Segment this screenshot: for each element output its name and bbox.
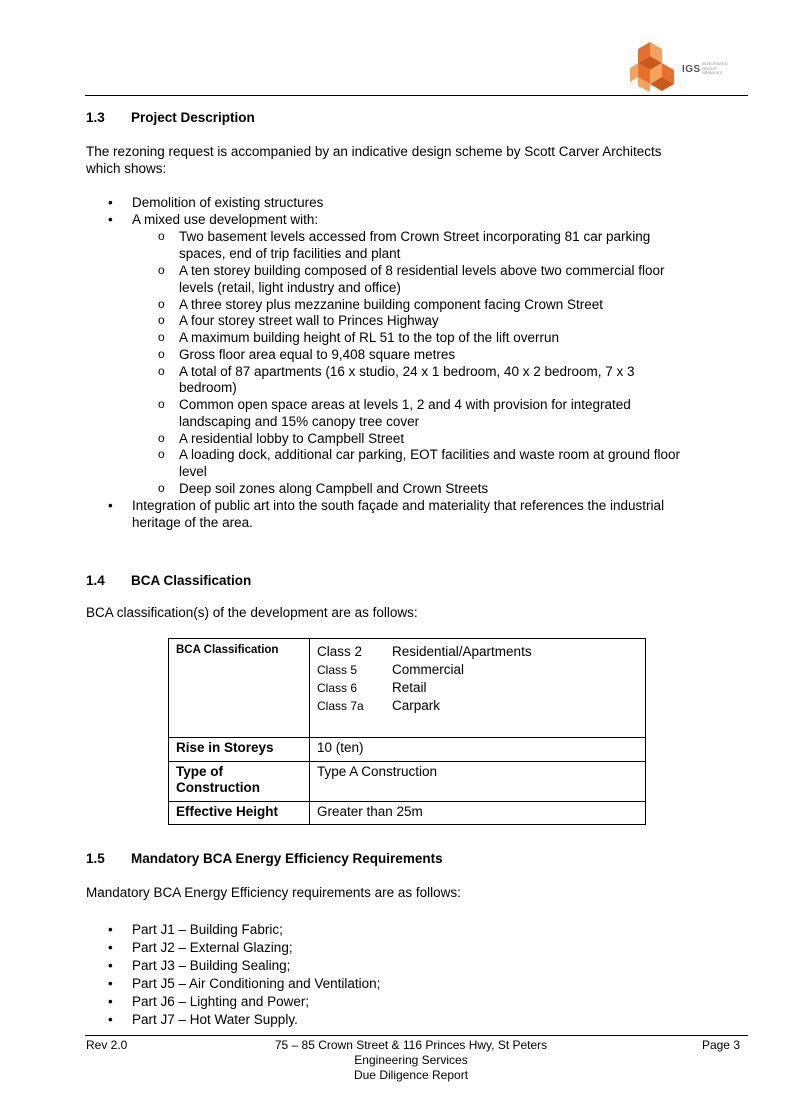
bullet-text: Part J3 – Building Sealing;	[132, 958, 291, 973]
bullet-glyph: •	[108, 922, 113, 937]
sub-bullet-glyph: o	[158, 481, 165, 495]
sub-bullet-text: bedroom)	[179, 380, 237, 395]
paragraph: The rezoning request is accompanied by an indicative design scheme by Scott Carver Architects	[86, 144, 662, 159]
sub-bullet-text: landscaping and 15% canopy tree cover	[179, 414, 420, 429]
table-value	[310, 639, 646, 738]
footer-subtitle: Engineering Services	[354, 1053, 468, 1067]
class-desc: Residential/Apartments	[392, 644, 532, 659]
class-row	[317, 679, 638, 697]
class-code: Class 6	[317, 681, 358, 695]
bullet-glyph: •	[108, 940, 113, 955]
sub-bullet-glyph: o	[158, 364, 165, 378]
table-row	[169, 762, 646, 802]
sub-bullet-text: Gross floor area equal to 9,408 square metres	[179, 347, 456, 362]
bullet-text: Part J6 – Lighting and Power;	[132, 994, 310, 1009]
label-line: Type of	[176, 764, 223, 779]
table-label: Effective Height	[169, 802, 310, 825]
table-label: Rise in Storeys	[169, 738, 310, 762]
logo-subtitle: INTEGRATED GROUP SERVICES	[702, 61, 728, 75]
sub-bullet-text: Two basement levels accessed from Crown Street incorporating 81 car parking	[179, 229, 651, 244]
footer-report-name: Due Diligence Report	[353, 1068, 469, 1082]
class-row	[317, 643, 638, 661]
sub-bullet-text: A residential lobby to Campbell Street	[179, 431, 405, 446]
table-value: 10 (ten)	[310, 738, 646, 762]
bullet-glyph: •	[108, 498, 113, 513]
paragraph: which shows:	[86, 161, 167, 176]
paragraph: BCA classification(s) of the development are as follows:	[86, 605, 418, 620]
class-row	[317, 661, 638, 679]
table-row	[169, 738, 646, 762]
sub-bullet-text: A three storey plus mezzanine building component facing Crown Street	[179, 297, 603, 312]
sub-bullet-text: A ten storey building composed of 8 residential levels above two commercial floor	[179, 263, 665, 278]
bullet-text: Part J7 – Hot Water Supply.	[132, 1012, 298, 1027]
bullet-text: Integration of public art into the south façade and materiality that references the industrial	[132, 498, 665, 513]
bullet-glyph: •	[108, 958, 113, 973]
bullet-text: Demolition of existing structures	[132, 195, 324, 210]
sub-bullet-glyph: o	[158, 263, 165, 277]
footer-address: 75 – 85 Crown Street & 116 Princes Hwy, St Peters	[274, 1038, 548, 1052]
sub-bullet-glyph: o	[158, 431, 165, 445]
sub-bullet-text: level	[179, 464, 207, 479]
bullet-glyph: •	[108, 976, 113, 991]
label-line: Construction	[176, 780, 260, 795]
bullet-glyph: •	[108, 195, 113, 210]
table-label	[169, 762, 310, 802]
sub-bullet-glyph: o	[158, 347, 165, 361]
bullet-glyph: •	[108, 994, 113, 1009]
class-desc: Retail	[392, 680, 427, 695]
section-number: 1.5	[86, 851, 105, 866]
table-label: BCA Classification	[169, 639, 310, 738]
table-row	[169, 802, 646, 825]
logo-text: IGS	[682, 64, 701, 75]
section-title: Project Description	[131, 110, 255, 125]
sub-bullet-glyph: o	[158, 330, 165, 344]
footer-revision: Rev 2.0	[86, 1038, 128, 1052]
sub-bullet-glyph: o	[158, 397, 165, 411]
sub-bullet-text: levels (retail, light industry and office)	[179, 280, 401, 295]
class-desc: Commercial	[392, 662, 465, 677]
bullet-text: A mixed use development with:	[132, 212, 319, 227]
bullet-glyph: •	[108, 212, 113, 227]
section-number: 1.3	[86, 110, 105, 125]
sub-bullet-glyph: o	[158, 297, 165, 311]
table-value: Type A Construction	[310, 762, 646, 802]
section-title: Mandatory BCA Energy Efficiency Requirements	[131, 851, 443, 866]
bullet-text: Part J1 – Building Fabric;	[132, 922, 283, 937]
footer-page-number: Page 3	[701, 1038, 740, 1052]
paragraph: Mandatory BCA Energy Efficiency requirements are as follows:	[86, 885, 461, 900]
sub-bullet-glyph: o	[158, 229, 165, 243]
header-rule	[85, 95, 748, 96]
section-title: BCA Classification	[131, 573, 252, 588]
bullet-glyph: •	[108, 1012, 113, 1027]
sub-bullet-text: A total of 87 apartments (16 x studio, 24 x 1 bedroom, 40 x 2 bedroom, 7 x 3	[179, 364, 635, 379]
sub-bullet-text: Common open space areas at levels 1, 2 and 4 with provision for integrated	[179, 397, 631, 412]
sub-bullet-text: A loading dock, additional car parking, EOT facilities and waste room at ground floor	[179, 447, 681, 462]
table-row	[169, 639, 646, 738]
bullet-text: heritage of the area.	[132, 515, 253, 530]
bca-classification-table	[168, 638, 646, 825]
sub-bullet-glyph: o	[158, 313, 165, 327]
class-desc: Carpark	[392, 698, 441, 713]
sub-bullet-glyph: o	[158, 447, 165, 461]
bullet-text: Part J5 – Air Conditioning and Ventilation;	[132, 976, 381, 991]
section-number: 1.4	[86, 573, 105, 588]
class-code: Class 2	[317, 644, 363, 659]
sub-bullet-text: A four storey street wall to Princes Highway	[179, 313, 439, 328]
sub-bullet-text: A maximum building height of RL 51 to the top of the lift overrun	[179, 330, 559, 345]
bullet-text: Part J2 – External Glazing;	[132, 940, 293, 955]
footer-rule	[85, 1035, 748, 1036]
class-code: Class 7a	[317, 699, 364, 713]
sub-bullet-text: spaces, end of trip facilities and plant	[179, 246, 401, 261]
class-row	[317, 697, 638, 715]
table-value: Greater than 25m	[310, 802, 646, 825]
class-code: Class 5	[317, 663, 358, 677]
sub-bullet-text: Deep soil zones along Campbell and Crown Streets	[179, 481, 489, 496]
